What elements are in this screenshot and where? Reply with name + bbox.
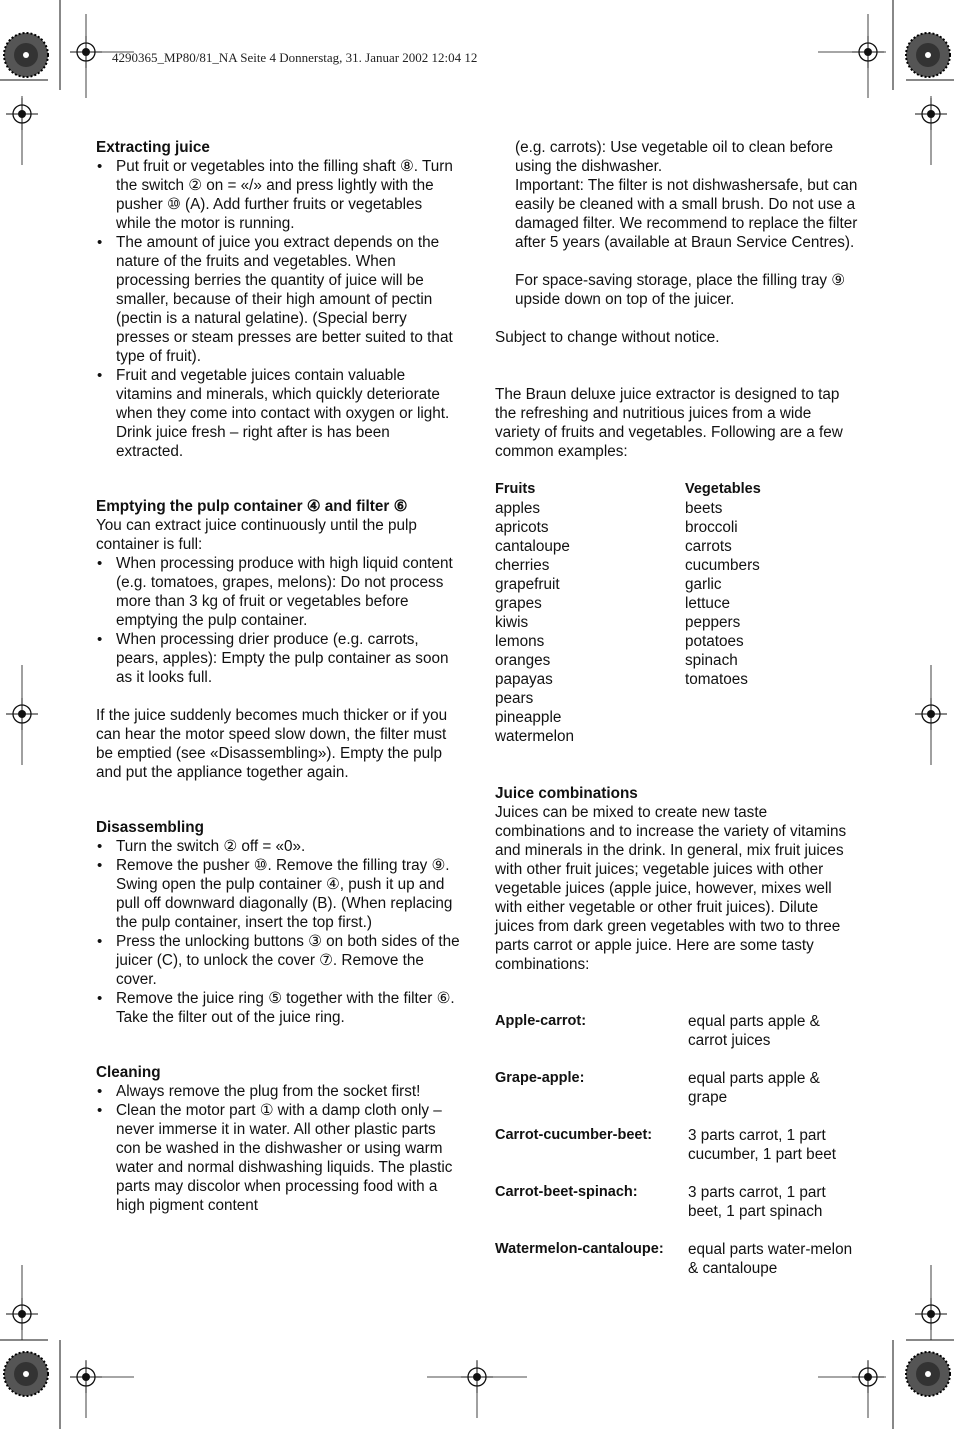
left-column — [96, 138, 461, 1215]
section-title: Juice combinations — [495, 785, 638, 802]
combination-value: 3 parts carrot, 1 part beet, 1 part spinach — [688, 1184, 826, 1220]
vegetables-heading: Vegetables — [685, 481, 761, 497]
list-item: garlic — [685, 576, 722, 593]
paragraph: You can extract juice continuously until the pulp container is full: — [96, 517, 417, 553]
combination-name: Apple-carrot: — [495, 1013, 587, 1029]
combination-value: 3 parts carrot, 1 part cucumber, 1 part beet — [688, 1127, 836, 1163]
section-extracting-juice — [96, 138, 461, 461]
list-item: pears — [495, 690, 534, 707]
list-item: pineapple — [495, 709, 562, 726]
list-item: beets — [685, 500, 723, 517]
bullet-list — [96, 1082, 461, 1215]
paragraph: The Braun deluxe juice extractor is designed to tap the refreshing and nutritious juices from a wide variety of fruits and vegetables. Following are a few common examples: — [495, 386, 843, 460]
combination-row — [495, 1012, 860, 1050]
combinations-list — [495, 1012, 860, 1278]
combination-name: Carrot-beet-spinach: — [495, 1184, 638, 1200]
combination-value: equal parts apple & carrot juices — [688, 1013, 820, 1049]
section-title: Cleaning — [96, 1064, 161, 1081]
list-item: potatoes — [685, 633, 744, 650]
fruits-column — [495, 480, 685, 746]
list-item: papayas — [495, 671, 553, 688]
paragraph: Juices can be mixed to create new taste combinations and to increase the variety of vitamins and minerals in the drink. In general, mix fruit juices with other fruit juices; vegetable juices with other vegetable juices (apple juice, however, mixes well with either vegetable or other fruit juices). Dilute juices from dark green vegetables with two to three parts carrot or apple juice. Here are some tasty combinations: — [495, 804, 847, 973]
list-item: • Turn the switch ② off = «0». — [96, 837, 461, 856]
list-item: apricots — [495, 519, 549, 536]
combination-row — [495, 1240, 860, 1278]
print-header: 4290365_MP80/81_NA Seite 4 Donnerstag, 31. Januar 2002 12:04 12 — [112, 50, 478, 65]
paragraph: Important: The filter is not dishwashersafe, but can easily be cleaned with a small brush. Do not use a damaged filter. We recommend to replace the filter after 5 years (available at Braun Service Centres). — [515, 177, 858, 251]
list-item: • Remove the juice ring ⑤ together with the filter ⑥. Take the filter out of the juice ring. — [96, 989, 461, 1027]
bullet-list — [96, 157, 461, 461]
list-item: • Fruit and vegetable juices contain valuable vitamins and minerals, which quickly deteriorate when they come into contact with oxygen or light. Drink juice fresh – right after is has been extracted. — [96, 366, 461, 461]
combination-value: equal parts water-melon & cantaloupe — [688, 1241, 853, 1277]
paragraph: If the juice suddenly becomes much thicker or if you can hear the motor speed slow down, the filter must be emptied (see «Disassembling»). Empty the pulp and put the appliance together again. — [96, 707, 448, 781]
list-item: lettuce — [685, 595, 731, 612]
list-item: kiwis — [495, 614, 529, 631]
list-item: grapes — [495, 595, 542, 612]
combination-name: Grape-apple: — [495, 1070, 585, 1086]
list-item: oranges — [495, 652, 551, 669]
right-column — [495, 138, 860, 1297]
section-title: Emptying the pulp container ④ and filter ⑥ — [96, 498, 408, 515]
list-item: • Clean the motor part ① with a damp cloth only – never immerse it in water. All other plastic parts con be washed in the dishwasher or using warm water and normal dishwashing liquids. The plastic parts may discolor when processing food with a high pigment content — [96, 1101, 461, 1215]
list-item: peppers — [685, 614, 741, 631]
section-title: Extracting juice — [96, 139, 210, 156]
paragraph: (e.g. carrots): Use vegetable oil to clean before using the dishwasher. — [515, 139, 834, 175]
list-item: apples — [495, 500, 541, 517]
combination-row — [495, 1183, 860, 1221]
list-item: • Put fruit or vegetables into the filling shaft ⑧. Turn the switch ② on = «/» and press lightly with the pusher ⑩ (A). Add further fruits or vegetables while the motor is running. — [96, 157, 461, 233]
combination-name: Watermelon-cantaloupe: — [495, 1241, 664, 1257]
list-item: lemons — [495, 633, 545, 650]
bullet-list — [96, 837, 461, 1027]
combination-row — [495, 1069, 860, 1107]
list-item: cucumbers — [685, 557, 760, 574]
list-item: • Press the unlocking buttons ③ on both sides of the juicer (C), to unlock the cover ⑦. Remove the cover. — [96, 932, 461, 989]
combination-value: equal parts apple & grape — [688, 1070, 820, 1106]
section-cleaning — [96, 1063, 461, 1215]
produce-table — [495, 480, 860, 746]
list-item: tomatoes — [685, 671, 748, 688]
paragraph: For space-saving storage, place the filling tray ⑨ upside down on top of the juicer. — [515, 272, 846, 308]
list-item: spinach — [685, 652, 738, 669]
section-disassembling — [96, 818, 461, 1027]
list-item: cantaloupe — [495, 538, 570, 555]
list-item: • The amount of juice you extract depends on the nature of the fruits and vegetables. When processing berries the quantity of juice will be smaller, because of their high amount of pectin (pectin is a natural gelatine). (Special berry presses or steam presses are better suited to that type of fruit). — [96, 233, 461, 366]
list-item: watermelon — [495, 728, 575, 745]
bullet-list — [96, 554, 461, 687]
list-item: • Always remove the plug from the socket first! — [96, 1082, 461, 1101]
section-title: Disassembling — [96, 819, 204, 836]
combination-name: Carrot-cucumber-beet: — [495, 1127, 653, 1143]
combination-row — [495, 1126, 860, 1164]
list-item: grapefruit — [495, 576, 560, 593]
list-item: • When processing drier produce (e.g. carrots, pears, apples): Empty the pulp container as soon as it looks full. — [96, 630, 461, 687]
list-item: broccoli — [685, 519, 738, 536]
list-item: carrots — [685, 538, 732, 555]
section-emptying — [96, 497, 461, 782]
fruits-heading: Fruits — [495, 481, 536, 497]
list-item: • Remove the pusher ⑩. Remove the filling tray ⑨. Swing open the pulp container ④, push it up and pull off downward diagonally (B). (When replacing the pulp container, insert the top first.) — [96, 856, 461, 932]
list-item: cherries — [495, 557, 550, 574]
vegetables-column — [685, 480, 860, 746]
paragraph: Subject to change without notice. — [495, 329, 720, 346]
list-item: • When processing produce with high liquid content (e.g. tomatoes, grapes, melons): Do not process more than 3 kg of fruit or vegetables before emptying the pulp container. — [96, 554, 461, 630]
